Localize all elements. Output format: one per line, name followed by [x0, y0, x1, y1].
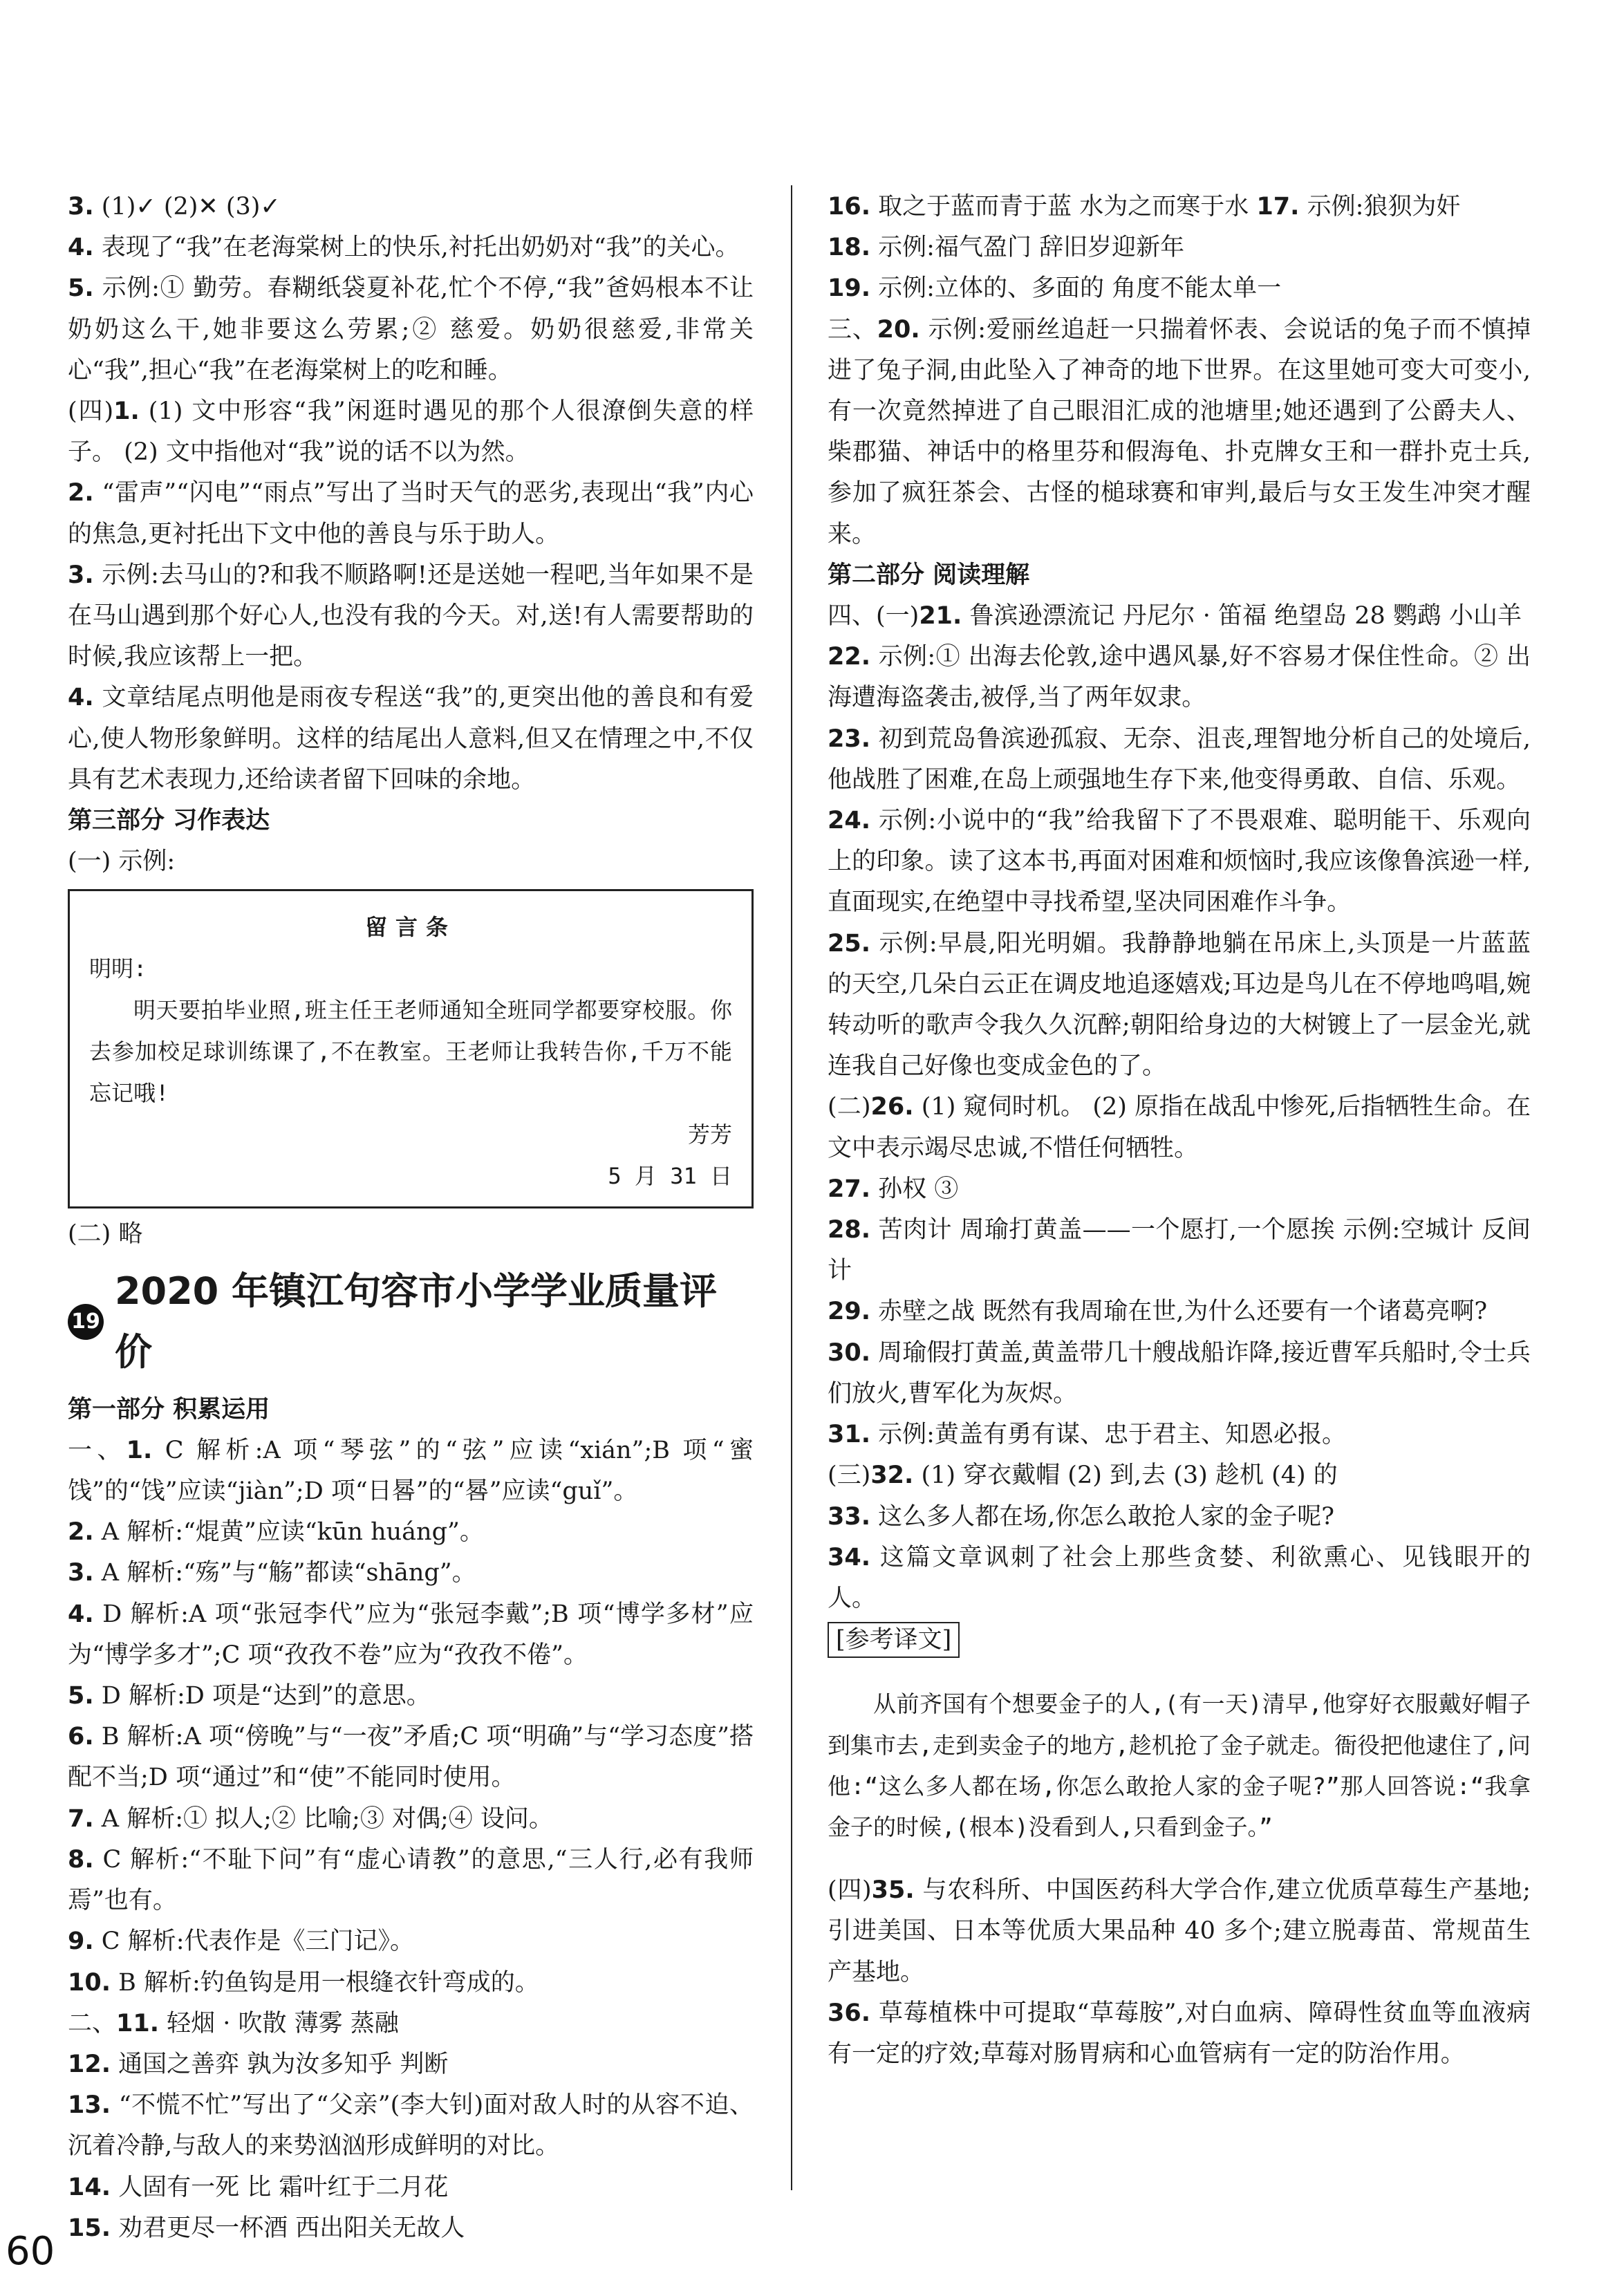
right-column	[828, 187, 1531, 2075]
part3-heading: 第三部分 习作表达	[68, 807, 270, 835]
q20: 三、20. 示例:爱丽丝追赶一只揣着怀表、会说话的兔子而不慎掉进了兔子洞,由此坠入了神奇的地下世界。在这里她可变大可变小,有一次竟然掉进了自己眼泪汇成的池塘里;她还遇到了公爵夫人、柴郡猫、神话中的格里芬和假海龟、扑克牌女王和一群扑克士兵,参加了疯狂茶会、古怪的槌球赛和审判,最后与女王发生冲突才醒来。	[828, 315, 1531, 548]
q11: 二、11. 轻烟 · 吹散 薄雾 蒸融	[68, 2009, 399, 2037]
q9: 9. C 解析:代表作是《三门记》。	[68, 1928, 414, 1956]
translation-label: [参考译文]	[828, 1622, 960, 1658]
q10: 10. B 解析:钓鱼钩是用一根缝衣针弯成的。	[68, 1968, 539, 1997]
q24: 24. 示例:小说中的“我”给我留下了不畏艰难、聪明能干、乐观向上的印象。读了这本书,再面对困难和烦恼时,我应该像鲁滨逊一样,直面现实,在绝望中寻找希望,坚决同困难作斗争。	[828, 807, 1531, 917]
q32: (三)32. (1) 穿衣戴帽 (2) 到,去 (3) 趁机 (4) 的	[828, 1462, 1338, 1490]
q16-17: 16. 取之于蓝而青于蓝 水为之而寒于水 17. 示例:狼狈为奸	[828, 193, 1461, 221]
q7: 7. A 解析:① 拟人;② 比喻;③ 对偶;④ 设问。	[68, 1804, 553, 1833]
chapter-heading	[68, 1261, 754, 1383]
q29: 29. 赤壁之战 既然有我周瑜在世,为什么还要有一个诸葛亮啊?	[828, 1298, 1488, 1326]
q15: 15. 劝君更尽一杯酒 西出阳关无故人	[68, 2214, 465, 2242]
q26: (二)26. (1) 窥伺时机。 (2) 原指在战乱中惨死,后指牺牲生命。在文中表示竭尽忠诚,不惜任何牺牲。	[828, 1093, 1531, 1162]
q31: 31. 示例:黄盖有勇有谋、忠于君主、知恩必报。	[828, 1421, 1346, 1449]
note-body: 明天要拍毕业照,班主任王老师通知全班同学都要穿校服。你去参加校足球训练课了,不在教室。王老师让我转告你,千万不能忘记哦!	[89, 997, 732, 1107]
q30: 30. 周瑜假打黄盖,黄盖带几十艘战船诈降,接近曹军兵船时,令士兵们放火,曹军化为灰烬。	[828, 1338, 1531, 1408]
q21: 四、(一)21. 鲁滨逊漂流记 丹尼尔 · 笛福 绝望岛 28 鹦鹉 小山羊	[828, 602, 1522, 631]
note-signature: 芳芳	[687, 1121, 732, 1148]
part1-heading: 第一部分 积累运用	[68, 1395, 270, 1424]
q19: 19. 示例:立体的、多面的 角度不能太单一	[828, 274, 1282, 303]
answer-5: 5. 示例:① 勤劳。春糊纸袋夏补花,忙个不停,“我”爸妈根本不让奶奶这么干,她非要这么劳累;② 慈爱。奶奶很慈爱,非常关心“我”,担心“我”在老海棠树上的吃和睡。	[68, 274, 754, 384]
q23: 23. 初到荒岛鲁滨逊孤寂、无奈、沮丧,理智地分析自己的处境后,他战胜了困难,在岛上顽强地生存下来,他变得勇敢、自信、乐观。	[828, 725, 1531, 794]
message-note	[68, 889, 754, 1208]
q6: 6. B 解析:A 项“傍晚”与“一夜”矛盾;C 项“明确”与“学习态度”搭配不当;D 项“通过”和“使”不能同时使用。	[68, 1723, 754, 1792]
q33: 33. 这么多人都在场,你怎么敢抢人家的金子呢?	[828, 1502, 1335, 1531]
chapter-title: 2020 年镇江句容市小学学业质量评价	[114, 1269, 718, 1374]
answer-4: 4. 表现了“我”在老海棠树上的快乐,衬托出奶奶对“我”的关心。	[68, 234, 740, 262]
q18: 18. 示例:福气盈门 辞旧岁迎新年	[828, 234, 1185, 262]
answer-4-2: 2. “雷声”“闪电”“雨点”写出了当时天气的恶劣,表现出“我”内心的焦急,更衬托出下文中他的善良与乐于助人。	[68, 479, 754, 548]
q27: 27. 孙权 ③	[828, 1175, 959, 1203]
answer-4-3: 3. 示例:去马山的?和我不顺路啊!还是送她一程吧,当年如果不是在马山遇到那个好心人,也没有我的今天。对,送!有人需要帮助的时候,我应该帮上一把。	[68, 561, 754, 671]
q25: 25. 示例:早晨,阳光明媚。我静静地躺在吊床上,头顶是一片蓝蓝的天空,几朵白云正在调皮地追逐嬉戏;耳边是鸟儿在不停地鸣唱,婉转动听的歌声令我久久沉醉;朝阳给身边的大树镀上了一层金光,就连我自己好像也变成金色的了。	[828, 929, 1531, 1081]
writing-1-label: (一) 示例:	[68, 848, 176, 876]
q36: 36. 草莓植株中可提取“草莓胺”,对白血病、障碍性贫血等血液病有一定的疗效;草莓对肠胃病和心血管病有一定的防治作用。	[828, 1999, 1531, 2068]
answer-4-4: 4. 文章结尾点明他是雨夜专程送“我”的,更突出他的善良和有爱心,使人物形象鲜明。这样的结尾出人意料,但又在情理之中,不仅具有艺术表现力,还给读者留下回味的余地。	[68, 684, 754, 794]
left-column	[68, 187, 754, 2249]
q2: 2. A 解析:“焜黄”应读“kūn huáng”。	[68, 1518, 484, 1547]
q35: (四)35. 与农科所、中国医药科大学合作,建立优质草莓生产基地;引进美国、日本等优质大果品种 40 多个;建立脱毒苗、常规苗生产基地。	[828, 1876, 1531, 1986]
translation-label-row	[828, 1619, 1531, 1661]
q1: 一、1. C 解析:A 项“琴弦”的“弦”应读“xián”;B 项“蜜饯”的“饯”应读“jiàn”;D 项“日晷”的“晷”应读“guǐ”。	[68, 1436, 754, 1506]
q8: 8. C 解析:“不耻下问”有“虚心请教”的意思,“三人行,必有我师焉”也有。	[68, 1845, 754, 1915]
part2-heading: 第二部分 阅读理解	[828, 561, 1030, 589]
q13: 13. “不慌不忙”写出了“父亲”(李大钊)面对敌人时的从容不迫、沉着冷静,与敌人的来势汹汹形成鲜明的对比。	[68, 2091, 754, 2160]
q12: 12. 通国之善弈 孰为汝多知乎 判断	[68, 2050, 449, 2078]
q28: 28. 苦肉计 周瑜打黄盖——一个愿打,一个愿挨 示例:空城计 反间计	[828, 1216, 1531, 1285]
answer-4-1: (四)1. (1) 文中形容“我”闲逛时遇见的那个人很潦倒失意的样子。 (2) 文中指他对“我”说的话不以为然。	[68, 398, 754, 467]
q3: 3. A 解析:“殇”与“觞”都读“shāng”。	[68, 1559, 476, 1587]
q34: 34. 这篇文章讽刺了社会上那些贪婪、利欲熏心、见钱眼开的人。	[828, 1543, 1531, 1612]
q22: 22. 示例:① 出海去伦敦,途中遇风暴,好不容易才保住性命。② 出海遭海盗袭击,被俘,当了两年奴隶。	[828, 643, 1531, 712]
column-divider	[791, 185, 792, 2190]
q4: 4. D 解析:A 项“张冠李代”应为“张冠李戴”;B 项“博学多材”应为“博学多才”;C 项“孜孜不卷”应为“孜孜不倦”。	[68, 1600, 754, 1669]
note-title: 留言条	[364, 914, 456, 941]
note-salutation: 明明:	[89, 955, 147, 982]
page-number: 60	[6, 2229, 55, 2274]
answer-3: 3. (1)✓ (2)✕ (3)✓	[68, 193, 281, 221]
note-date: 5 月 31 日	[608, 1163, 732, 1190]
q5: 5. D 解析:D 项是“达到”的意思。	[68, 1682, 431, 1710]
q14: 14. 人固有一死 比 霜叶红于二月花	[68, 2173, 449, 2201]
writing-2-label: (二) 略	[68, 1220, 143, 1249]
chapter-number-badge: 19	[68, 1304, 104, 1340]
translation-text: 从前齐国有个想要金子的人,(有一天)清早,他穿好衣服戴好帽子到集市去,走到卖金子的地方,趁机抢了金子就走。衙役把他逮住了,问他:“这么多人都在场,你怎么敢抢人家的金子呢?”那人回答说:“我拿金子的时候,(根本)没看到人,只看到金子。”	[828, 1690, 1531, 1840]
